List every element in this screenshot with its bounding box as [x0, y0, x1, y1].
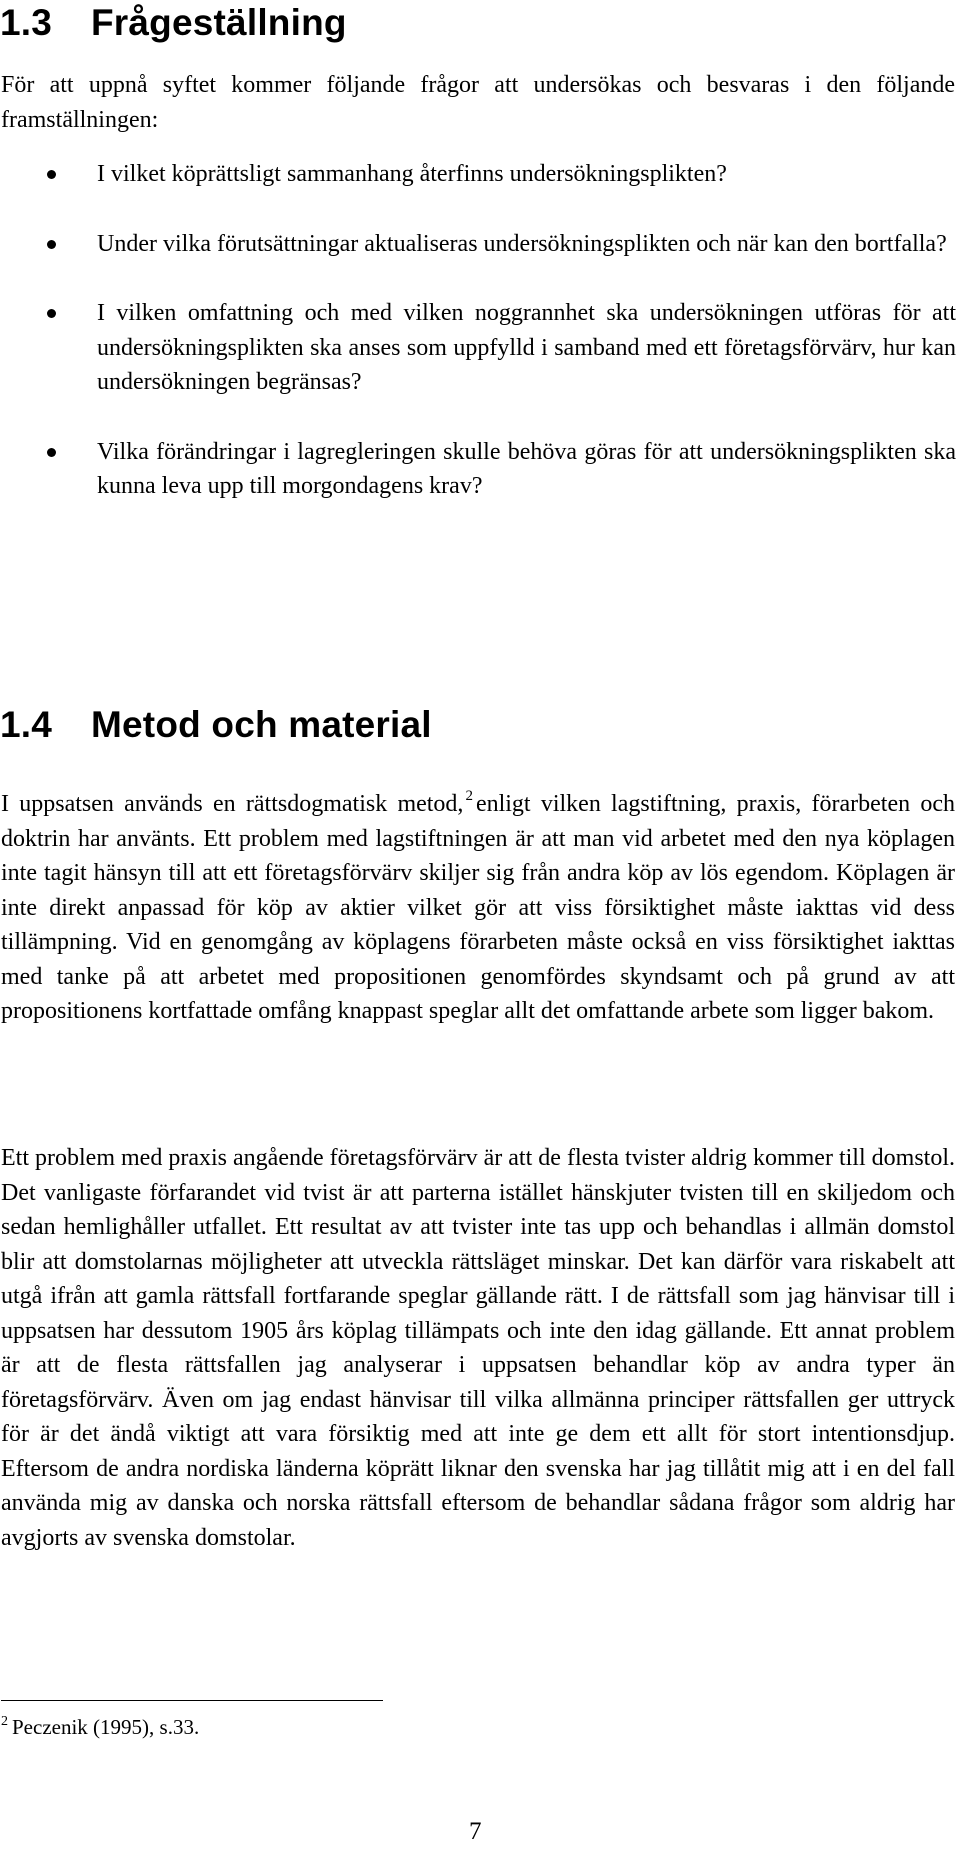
list-item [0, 227, 956, 262]
question-text: Under vilka förutsättningar aktualiseras undersökningsplikten och när kan den bortfalla? [97, 230, 947, 257]
section-heading-1-4 [0, 706, 432, 743]
section-number: 1.3 [0, 2, 53, 43]
intro-paragraph: För att uppnå syftet kommer följande frågor att undersökas och besvaras i den följande framställningen: [1, 72, 955, 133]
section-title: Frågeställning [91, 2, 347, 43]
bullet-icon [47, 170, 56, 179]
bullet-icon [47, 448, 56, 457]
list-item [0, 296, 956, 400]
footnote-marker: 2 [1, 1714, 8, 1729]
method-paragraph-2: Ett problem med praxis angående företagsförvärv är att de flesta tvister aldrig kommer till domstol. Det vanligaste förfarandet vid tvist är att parterna istället hänskjuter tvisten till en skiljedom och sedan hemlighåller utfallet. Ett resultat av att tvister inte tas upp och behandlas i allmän domstol blir att domstolarnas möjligheter att utveckla rättsläget minskar. Det kan därför vara riskabelt att utgå ifrån att gamla rättsfall fortfarande speglar gällande rätt. I de rättsfall som jag hänvisar till i uppsatsen har dessutom 1905 års köplag tillämpats och inte den idag gällande. Ett annat problem är att de flesta rättsfallen jag analyserar i uppsatsen behandlar köp av andra typer än företagsförvärv. Även om jag endast hänvisar till vilka allmänna principer rättsfallen ger uttryck för är det ändå viktigt att vara försiktig med att inte ge dem ett allt för stort intentionsdjup. Eftersom de andra nordiska länderna köprätt liknar den svenska har jag tillåtit mig att i en del fall använda mig av danska och norska rättsfall eftersom de behandlar sådana frågor som aldrig har avgjorts av svenska domstolar. [1, 1145, 955, 1551]
bullet-icon [47, 240, 56, 249]
footnote-reference[interactable]: 2 [465, 788, 473, 804]
footnote-separator [1, 1700, 383, 1701]
question-list [0, 157, 956, 539]
question-text: Vilka förändringar i lagregleringen skulle behöva göras för att undersökningsplikten ska kunna leva upp till morgondagens krav? [97, 438, 956, 499]
section-heading-1-3 [0, 4, 347, 41]
bullet-icon [47, 309, 56, 318]
section-title: Metod och material [91, 704, 432, 745]
question-text: I vilket köprättsligt sammanhang återfinns undersökningsplikten? [97, 161, 727, 187]
method-paragraph-1 [1, 787, 955, 1029]
paragraph-text: I uppsatsen används en rättsdogmatisk metod, [1, 791, 464, 817]
page-number: 7 [469, 1818, 482, 1845]
footnote-text: Peczenik (1995), s.33. [12, 1715, 200, 1739]
list-item [0, 435, 956, 504]
list-item [0, 157, 956, 192]
section-number: 1.4 [0, 704, 53, 745]
footnote [1, 1712, 199, 1742]
question-text: I vilken omfattning och med vilken noggrannhet ska undersökningen utföras för att undersökningsplikten ska anses som uppfylld i samband med ett företagsförvärv, hur kan undersökningen begränsas? [97, 300, 956, 395]
paragraph-text: enligt vilken lagstiftning, praxis, förarbeten och doktrin har använts. Ett problem med lagstiftningen är att man vid arbetet med den nya köplagen inte tagit hänsyn till att ett företagsförvärv skiljer sig från andra köp av lös egendom. Köplagen är inte direkt anpassad för köp av aktier vilket gör att viss försiktighet måste iakttas vid dess tillämpning. Vid en genomgång av köplagens förarbeten måste också en viss försiktighet iakttas med tanke på att arbetet med propositionen genomfördes skyndsamt och på grund av att propositionens kortfattade omfång knappast speglar allt det omfattande arbete som ligger bakom. [1, 791, 956, 1024]
